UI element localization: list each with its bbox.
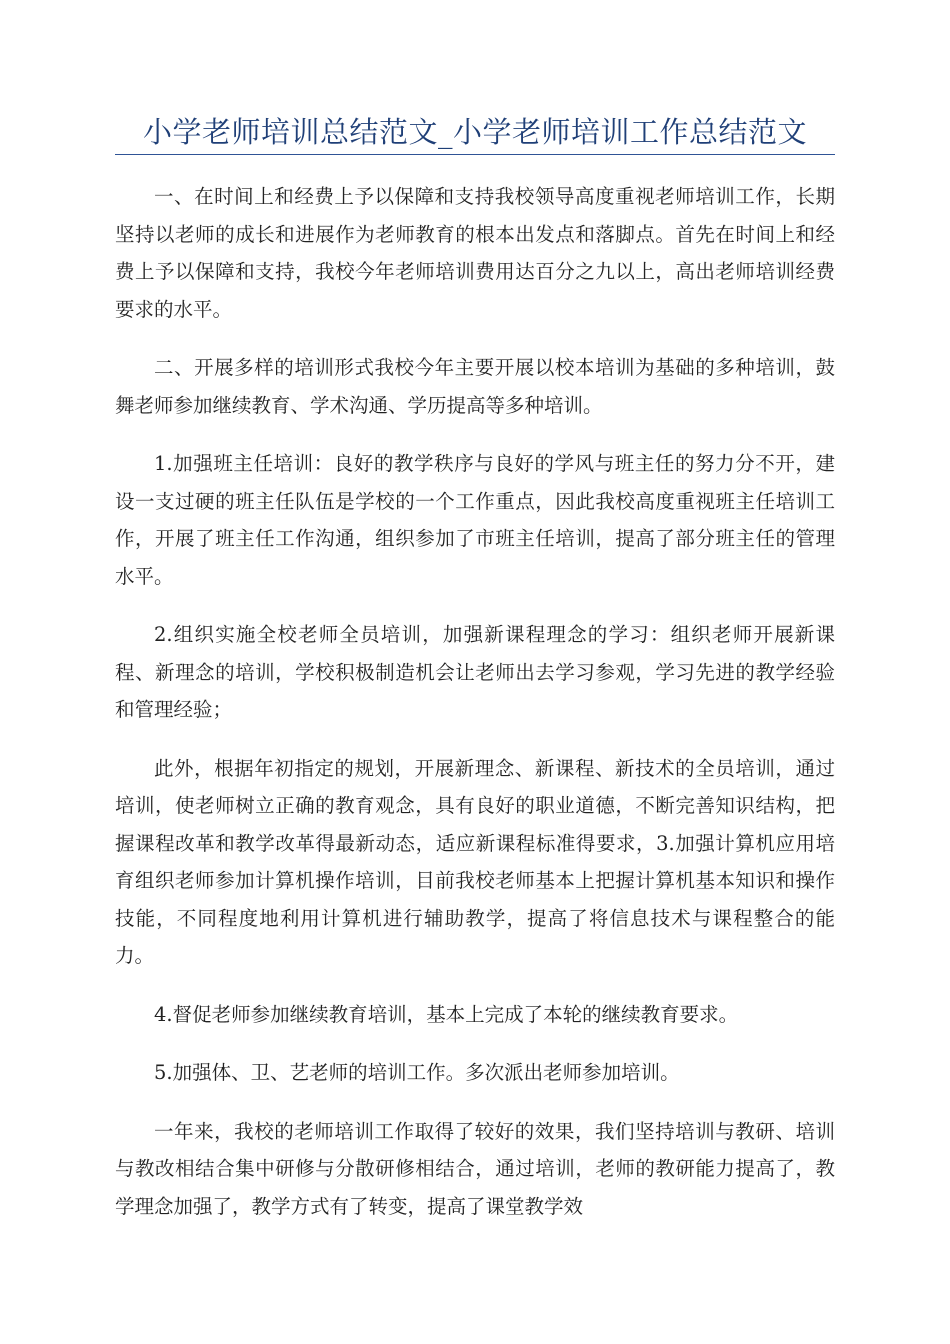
title-underline [115, 154, 835, 155]
paragraph-1: 一、在时间上和经费上予以保障和支持我校领导高度重视老师培训工作，长期坚持以老师的成长和进展作为老师教育的根本出发点和落脚点。首先在时间上和经费上予以保障和支持，我校今年老师培训费用达百分之九以上，高出老师培训经费要求的水平。 [115, 185, 835, 321]
paragraph-6: 4.督促老师参加继续教育培训，基本上完成了本轮的继续教育要求。 [154, 1002, 739, 1026]
document-body [115, 178, 835, 1246]
paragraph-4: 2.组织实施全校老师全员培训，加强新课程理念的学习：组织老师开展新课程、新理念的培训，学校积极制造机会让老师出去学习参观，学习先进的教学经验和管理经验； [115, 623, 835, 721]
paragraph-3: 1.加强班主任培训：良好的教学秩序与良好的学风与班主任的努力分不开，建设一支过硬的班主任队伍是学校的一个工作重点，因此我校高度重视班主任培训工作，开展了班主任工作沟通，组织参加了市班主任培训，提高了部分班主任的管理水平。 [115, 452, 835, 588]
paragraph-5: 此外，根据年初指定的规划，开展新理念、新课程、新技术的全员培训，通过培训，使老师树立正确的教育观念，具有良好的职业道德，不断完善知识结构，把握课程改革和教学改革得最新动态，适应新课程标准得要求，3.加强计算机应用培育组织老师参加计算机操作培训，目前我校老师基本上把握计算机基本知识和操作技能，不同程度地利用计算机进行辅助教学，提高了将信息技术与课程整合的能力。 [115, 756, 835, 967]
paragraph-2: 二、开展多样的培训形式我校今年主要开展以校本培训为基础的多种培训，鼓舞老师参加继续教育、学术沟通、学历提高等多种培训。 [115, 356, 835, 417]
document-title: 小学老师培训总结范文_小学老师培训工作总结范文 [142, 115, 807, 149]
paragraph-8: 一年来，我校的老师培训工作取得了较好的效果，我们坚持培训与教研、培训与教改相结合集中研修与分散研修相结合，通过培训，老师的教研能力提高了，教学理念加强了，教学方式有了转变，提高了课堂教学效 [115, 1119, 835, 1218]
paragraph-7: 5.加强体、卫、艺老师的培训工作。多次派出老师参加培训。 [154, 1061, 680, 1084]
